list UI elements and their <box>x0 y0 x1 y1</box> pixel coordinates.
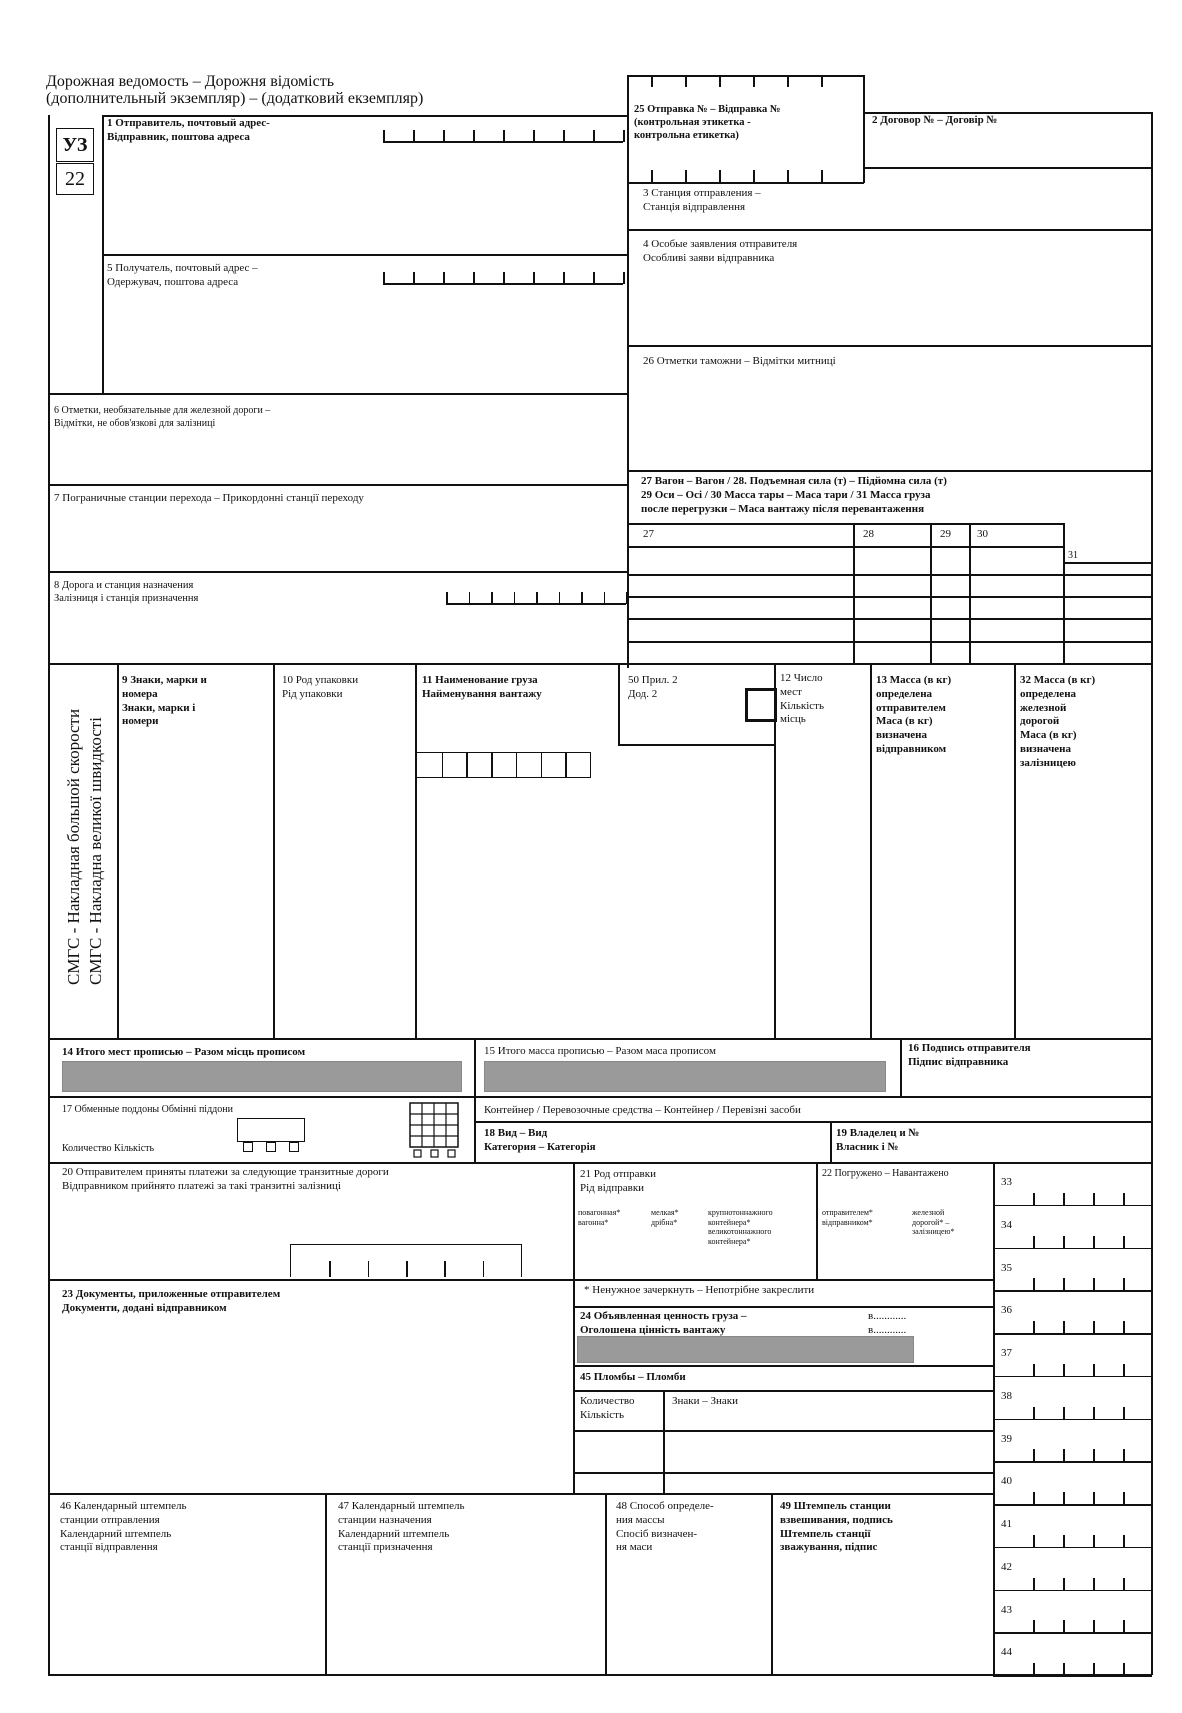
numbered-field-rule <box>993 1675 1152 1677</box>
loaded-by-sender: отправителем* відправником* <box>822 1208 873 1227</box>
field-5-consignee: 5 Получатель, почтовый адрес – Одержувач, поштова адреса <box>107 262 258 288</box>
rule <box>627 546 1064 548</box>
cell-tick <box>503 130 505 142</box>
col-29: 29 <box>940 528 951 540</box>
field-49-weighing-stamp: 49 Штемпель станции взвешивания, подпись Штемпель станції зважування, підпис <box>780 1500 893 1554</box>
loaded-by-railway: железной дорогой* – залізницею* <box>912 1208 955 1237</box>
numbered-field-label: 33 <box>1001 1176 1012 1188</box>
numbered-field-rule <box>993 1205 1152 1207</box>
document-title: Дорожная ведомость – Дорожня відомість (дополнительный экземпляр) – (додатковий екземпляр) <box>46 73 424 107</box>
field-17-pallets: 17 Обменные поддоны Обмінні піддони <box>62 1104 233 1115</box>
rule <box>627 75 629 183</box>
numbered-field-tick <box>1123 1193 1125 1205</box>
rule <box>573 1430 993 1432</box>
rule <box>48 1279 993 1281</box>
numbered-field-tick <box>1123 1236 1125 1248</box>
rule <box>930 523 932 664</box>
numbered-field-tick <box>1033 1578 1035 1590</box>
col-28: 28 <box>863 528 874 540</box>
numbered-field-tick <box>1063 1535 1065 1547</box>
field-27-31-header: 27 Вагон – Вагон / 28. Подъемная сила (т) – Підйомна сила (т) 29 Оси – Осі / 30 Масса тары – Маса тари / 31 Масса груза после перегрузки – Маса вантажу після перевантаження <box>641 475 947 515</box>
field-25-dispatch: 25 Отправка № – Відправка № (контрольная этикетка - контрольна етикетка) <box>634 104 781 142</box>
dispatch-wagon: повагонная* вагонна* <box>578 1208 621 1227</box>
cell-tick <box>563 272 565 284</box>
cell-tick <box>604 592 606 604</box>
numbered-field-label: 44 <box>1001 1646 1012 1659</box>
dispatch-tick <box>719 75 721 87</box>
numbered-field-tick <box>1093 1535 1095 1547</box>
numbered-field-rule <box>993 1419 1152 1421</box>
field-24-declared-value: 24 Объявленная ценность груза – Оголошена цінність вантажу <box>580 1310 747 1336</box>
rule <box>48 1162 1152 1164</box>
numbered-field-tick <box>1093 1364 1095 1376</box>
numbered-field-tick <box>1033 1236 1035 1248</box>
numbered-field-rule <box>993 1504 1152 1506</box>
rule <box>573 1162 575 1493</box>
rule <box>48 1038 1152 1040</box>
numbered-field-tick <box>1033 1193 1035 1205</box>
field-3-departure-station: 3 Станция отправления – Станція відправлення <box>643 187 761 213</box>
rule <box>627 596 1152 598</box>
field-45-seals: 45 Пломбы – Пломби <box>580 1371 686 1383</box>
field-9-marks: 9 Знаки, марки и номера Знаки, марки і номери <box>122 674 207 728</box>
rule <box>325 1493 327 1675</box>
numbered-field-label: 35 <box>1001 1261 1012 1274</box>
cell-tick <box>536 592 538 604</box>
numbered-field-tick <box>1033 1364 1035 1376</box>
rule <box>474 1038 476 1097</box>
cell-tick <box>383 272 385 284</box>
field-21-dispatch-type: 21 Род отправки Рід відправки <box>580 1168 656 1194</box>
rule <box>618 663 620 745</box>
rule <box>474 1121 1152 1123</box>
side-label-ru: СМГС - Накладная большой скорости <box>64 708 83 985</box>
cell-tick <box>593 272 595 284</box>
field-23-documents: 23 Документы, приложенные отправителем Документи, додані відправником <box>62 1288 281 1314</box>
rule <box>816 1162 818 1279</box>
rule <box>627 182 864 184</box>
col-30: 30 <box>977 528 988 540</box>
numbered-field-tick <box>1063 1620 1065 1632</box>
numbered-field-rule <box>993 1547 1152 1549</box>
cell-tick <box>446 592 448 604</box>
numbered-field-rule <box>993 1376 1152 1378</box>
pallets-quantity-label: Количество Кількість <box>62 1143 155 1154</box>
cell-tick <box>473 272 475 284</box>
rule <box>627 618 1152 620</box>
rule <box>573 1365 993 1367</box>
numbered-field-tick <box>1123 1535 1125 1547</box>
numbered-field-tick <box>1063 1236 1065 1248</box>
field-20-payments: 20 Отправителем приняты платежи за следующие транзитные дороги Відправником прийнято платежі за такі транзитні залізниці <box>62 1166 389 1192</box>
cell-tick <box>413 272 415 284</box>
rule <box>474 1096 476 1163</box>
numbered-field-label: 41 <box>1001 1518 1012 1530</box>
rule <box>48 484 628 486</box>
dispatch-tick <box>753 75 755 87</box>
numbered-field-tick <box>1123 1407 1125 1419</box>
numbered-field-rule <box>993 1632 1152 1634</box>
numbered-field-tick <box>1063 1321 1065 1333</box>
field-50-attachment: 50 Прил. 2 Дод. 2 <box>628 674 678 700</box>
attachment-checkbox[interactable] <box>745 688 777 722</box>
field-22-loaded: 22 Погружено – Навантажено <box>822 1168 949 1179</box>
rule <box>627 75 864 77</box>
rule <box>243 1142 253 1152</box>
dispatch-tick <box>821 170 823 182</box>
numbered-field-tick <box>1123 1449 1125 1461</box>
cell-tick <box>443 130 445 142</box>
rule <box>573 1306 993 1308</box>
field-6-notes: 6 Отметки, необязательные для железной дороги – Відмітки, не обов'язкові для залізниці <box>54 405 271 429</box>
numbered-field-label: 43 <box>1001 1603 1012 1616</box>
col-27: 27 <box>643 528 654 540</box>
numbered-field-tick <box>1063 1492 1065 1504</box>
rule <box>48 1493 993 1495</box>
numbered-field-tick <box>1033 1407 1035 1419</box>
field-47-destination-stamp: 47 Календарный штемпель станции назначения Календарний штемпель станції призначення <box>338 1500 465 1554</box>
numbered-field-tick <box>1063 1278 1065 1290</box>
numbered-field-tick <box>1033 1620 1035 1632</box>
numbered-field-tick <box>1123 1321 1125 1333</box>
container-label: Контейнер / Перевозочные средства – Контейнер / Перевізні засоби <box>484 1104 801 1116</box>
rule <box>48 1096 1152 1098</box>
goods-code-cells[interactable] <box>416 752 591 778</box>
cell-divider <box>466 753 468 777</box>
rule <box>1063 523 1065 563</box>
rule <box>830 1121 832 1163</box>
numbered-field-label: 39 <box>1001 1432 1012 1445</box>
numbered-field-tick <box>1093 1321 1095 1333</box>
cell-tick <box>563 130 565 142</box>
numbered-field-tick <box>1123 1278 1125 1290</box>
numbered-field-tick <box>1093 1663 1095 1675</box>
field-32-mass-railway: 32 Масса (в кг) определена железной дорогой Маса (в кг) визначена залізницею <box>1020 674 1096 769</box>
numbered-field-rule <box>993 1248 1152 1250</box>
rule <box>969 523 971 664</box>
declared-value-currency: в............ в............ <box>868 1310 907 1336</box>
railway-code-badge: УЗ <box>56 128 94 162</box>
numbered-field-tick <box>1093 1278 1095 1290</box>
rule <box>771 1493 773 1675</box>
cell-tick <box>383 130 385 142</box>
cell-tick <box>491 592 493 604</box>
rule <box>1063 562 1065 664</box>
cell-tick <box>443 272 445 284</box>
rule <box>618 744 775 746</box>
rule <box>415 663 417 1038</box>
numbered-field-label: 36 <box>1001 1304 1012 1317</box>
rule <box>102 254 627 256</box>
field-46-departure-stamp: 46 Календарный штемпель станции отправления Календарний штемпель станції відправлення <box>60 1500 187 1554</box>
cell-divider <box>483 1261 485 1277</box>
field-18-type: 18 Вид – Вид Категория – Категорія <box>484 1127 596 1153</box>
cell-divider <box>368 1261 370 1277</box>
numbered-field-tick <box>1093 1620 1095 1632</box>
numbered-field-tick <box>1123 1620 1125 1632</box>
numbered-field-label: 34 <box>1001 1218 1012 1231</box>
rule <box>266 1142 276 1152</box>
rule <box>663 1390 665 1493</box>
numbered-field-rule <box>993 1290 1152 1292</box>
numbered-field-tick <box>1063 1578 1065 1590</box>
strike-note: * Ненужное зачеркнуть – Непотрібне закреслити <box>584 1284 815 1296</box>
cell-divider <box>406 1261 408 1277</box>
cell-tick <box>533 272 535 284</box>
numbered-field-tick <box>1033 1535 1035 1547</box>
numbered-field-tick <box>1123 1364 1125 1376</box>
consignee-code-cells[interactable] <box>383 268 623 284</box>
numbered-field-label: 37 <box>1001 1347 1012 1359</box>
rule <box>627 345 1152 347</box>
rule <box>900 1038 902 1097</box>
numbered-field-tick <box>1063 1193 1065 1205</box>
field-11-goods-name: 11 Наименование груза Найменування вантажу <box>422 674 542 700</box>
numbered-field-tick <box>1063 1449 1065 1461</box>
numbered-field-tick <box>1033 1278 1035 1290</box>
rule <box>627 523 1064 525</box>
numbered-field-rule <box>993 1590 1152 1592</box>
numbered-field-tick <box>1123 1663 1125 1675</box>
cell-tick <box>559 592 561 604</box>
cell-divider <box>516 753 518 777</box>
cell-divider <box>541 753 543 777</box>
field-26-customs: 26 Отметки таможни – Відмітки митниці <box>643 355 836 367</box>
numbered-field-label: 42 <box>1001 1560 1012 1573</box>
rule <box>870 663 872 1038</box>
rule <box>573 1472 993 1474</box>
field-7-border-stations: 7 Пограничные станции перехода – Прикордонні станції переходу <box>54 492 364 504</box>
cell-tick <box>503 272 505 284</box>
cell-tick <box>623 272 625 284</box>
cell-tick <box>473 130 475 142</box>
dispatch-tick <box>685 170 687 182</box>
field-1-sender: 1 Отправитель, почтовый адрес- Відправник, поштова адреса <box>107 117 270 143</box>
dispatch-tick <box>651 170 653 182</box>
dispatch-tick <box>821 75 823 87</box>
numbered-field-tick <box>1063 1663 1065 1675</box>
payments-code-cells[interactable] <box>290 1244 522 1277</box>
numbered-field-tick <box>1033 1321 1035 1333</box>
field-10-packaging: 10 Род упаковки Рід упаковки <box>282 674 359 700</box>
rule <box>289 1142 299 1152</box>
cell-divider <box>565 753 567 777</box>
numbered-field-tick <box>1063 1407 1065 1419</box>
rule <box>863 167 1152 169</box>
rule <box>573 1390 993 1392</box>
rule <box>863 112 1152 114</box>
railway-number-badge: 22 <box>56 163 94 195</box>
numbered-field-tick <box>1063 1364 1065 1376</box>
cell-tick <box>469 592 471 604</box>
field-4-special-statements: 4 Особые заявления отправителя Особливі заяви відправника <box>643 238 798 264</box>
dispatch-container: крупнотоннажного контейнера* великотоннажного контейнера* <box>708 1208 773 1246</box>
rule <box>605 1493 607 1675</box>
cell-tick <box>593 130 595 142</box>
frame-bottom <box>48 1674 1152 1676</box>
rule <box>627 229 1152 231</box>
cell-tick <box>626 592 628 604</box>
numbered-field-tick <box>1033 1492 1035 1504</box>
rule <box>48 663 1152 665</box>
field-15-mass-words: 15 Итого масса прописью – Разом маса прописом <box>484 1045 716 1057</box>
rule <box>853 523 855 664</box>
cell-tick <box>514 592 516 604</box>
cell-divider <box>329 1261 331 1277</box>
cell-tick <box>413 130 415 142</box>
declared-value-redacted <box>577 1336 914 1363</box>
numbered-field-label: 40 <box>1001 1475 1012 1488</box>
side-label-ua: СМГС - Накладна великої швидкості <box>86 716 105 985</box>
cell-tick <box>533 130 535 142</box>
field-13-mass-sender: 13 Масса (в кг) определена отправителем Маса (в кг) визначена відправником <box>876 674 952 755</box>
pallet-icon <box>237 1118 307 1152</box>
numbered-field-tick <box>1093 1236 1095 1248</box>
numbered-field-tick <box>1033 1663 1035 1675</box>
dispatch-tick <box>787 75 789 87</box>
cell-divider <box>442 753 444 777</box>
field-2-contract: 2 Договор № – Договір № <box>872 114 998 126</box>
field-16-signature: 16 Подпись отправителя Підпис відправника <box>908 1042 1031 1068</box>
numbered-field-tick <box>1123 1578 1125 1590</box>
seals-marks: Знаки – Знаки <box>672 1395 739 1407</box>
seals-quantity: Количество Кількість <box>580 1395 635 1421</box>
rule <box>237 1118 305 1142</box>
box-pallet-icon <box>409 1102 459 1160</box>
cell-divider <box>491 753 493 777</box>
numbered-field-rule <box>993 1461 1152 1463</box>
numbered-field-tick <box>1093 1193 1095 1205</box>
field-14-places-words: 14 Итого мест прописью – Разом місць прописом <box>62 1046 306 1058</box>
rule <box>48 571 628 573</box>
numbered-field-tick <box>1033 1449 1035 1461</box>
mass-words-redacted <box>484 1061 886 1092</box>
rule <box>627 470 1152 472</box>
destination-code-cells[interactable] <box>446 584 626 604</box>
sender-code-cells[interactable] <box>383 126 623 142</box>
rule <box>627 574 1152 576</box>
dispatch-tick <box>685 75 687 87</box>
rule <box>48 393 628 395</box>
dispatch-tick <box>787 170 789 182</box>
frame-left <box>48 115 50 1675</box>
numbered-field-rule <box>993 1333 1152 1335</box>
field-12-places: 12 Число мест Кількість місць <box>780 672 825 726</box>
rule <box>117 663 119 1038</box>
dispatch-tick <box>651 75 653 87</box>
cell-tick <box>581 592 583 604</box>
numbered-field-tick <box>1093 1449 1095 1461</box>
numbered-field-tick <box>1093 1407 1095 1419</box>
numbered-field-tick <box>1093 1578 1095 1590</box>
cell-tick <box>623 130 625 142</box>
cell-divider <box>444 1261 446 1277</box>
numbered-field-tick <box>1093 1492 1095 1504</box>
rule <box>1014 663 1016 1038</box>
rule <box>627 641 1152 643</box>
numbered-field-tick <box>1123 1492 1125 1504</box>
field-48-mass-method: 48 Способ определе- ния массы Спосіб визначен- ня маси <box>616 1500 714 1554</box>
numbered-field-label: 38 <box>1001 1389 1012 1402</box>
dispatch-tick <box>753 170 755 182</box>
field-8-destination: 8 Дорога и станция назначения Залізниця і станція призначення <box>54 580 199 605</box>
dispatch-tick <box>719 170 721 182</box>
places-words-redacted <box>62 1061 462 1092</box>
rule <box>273 663 275 1038</box>
field-19-owner: 19 Владелец и № Власник і № <box>836 1127 920 1153</box>
rule <box>1063 562 1152 564</box>
col-31: 31 <box>1068 550 1078 561</box>
dispatch-small: мелкая* дрібна* <box>651 1208 679 1227</box>
